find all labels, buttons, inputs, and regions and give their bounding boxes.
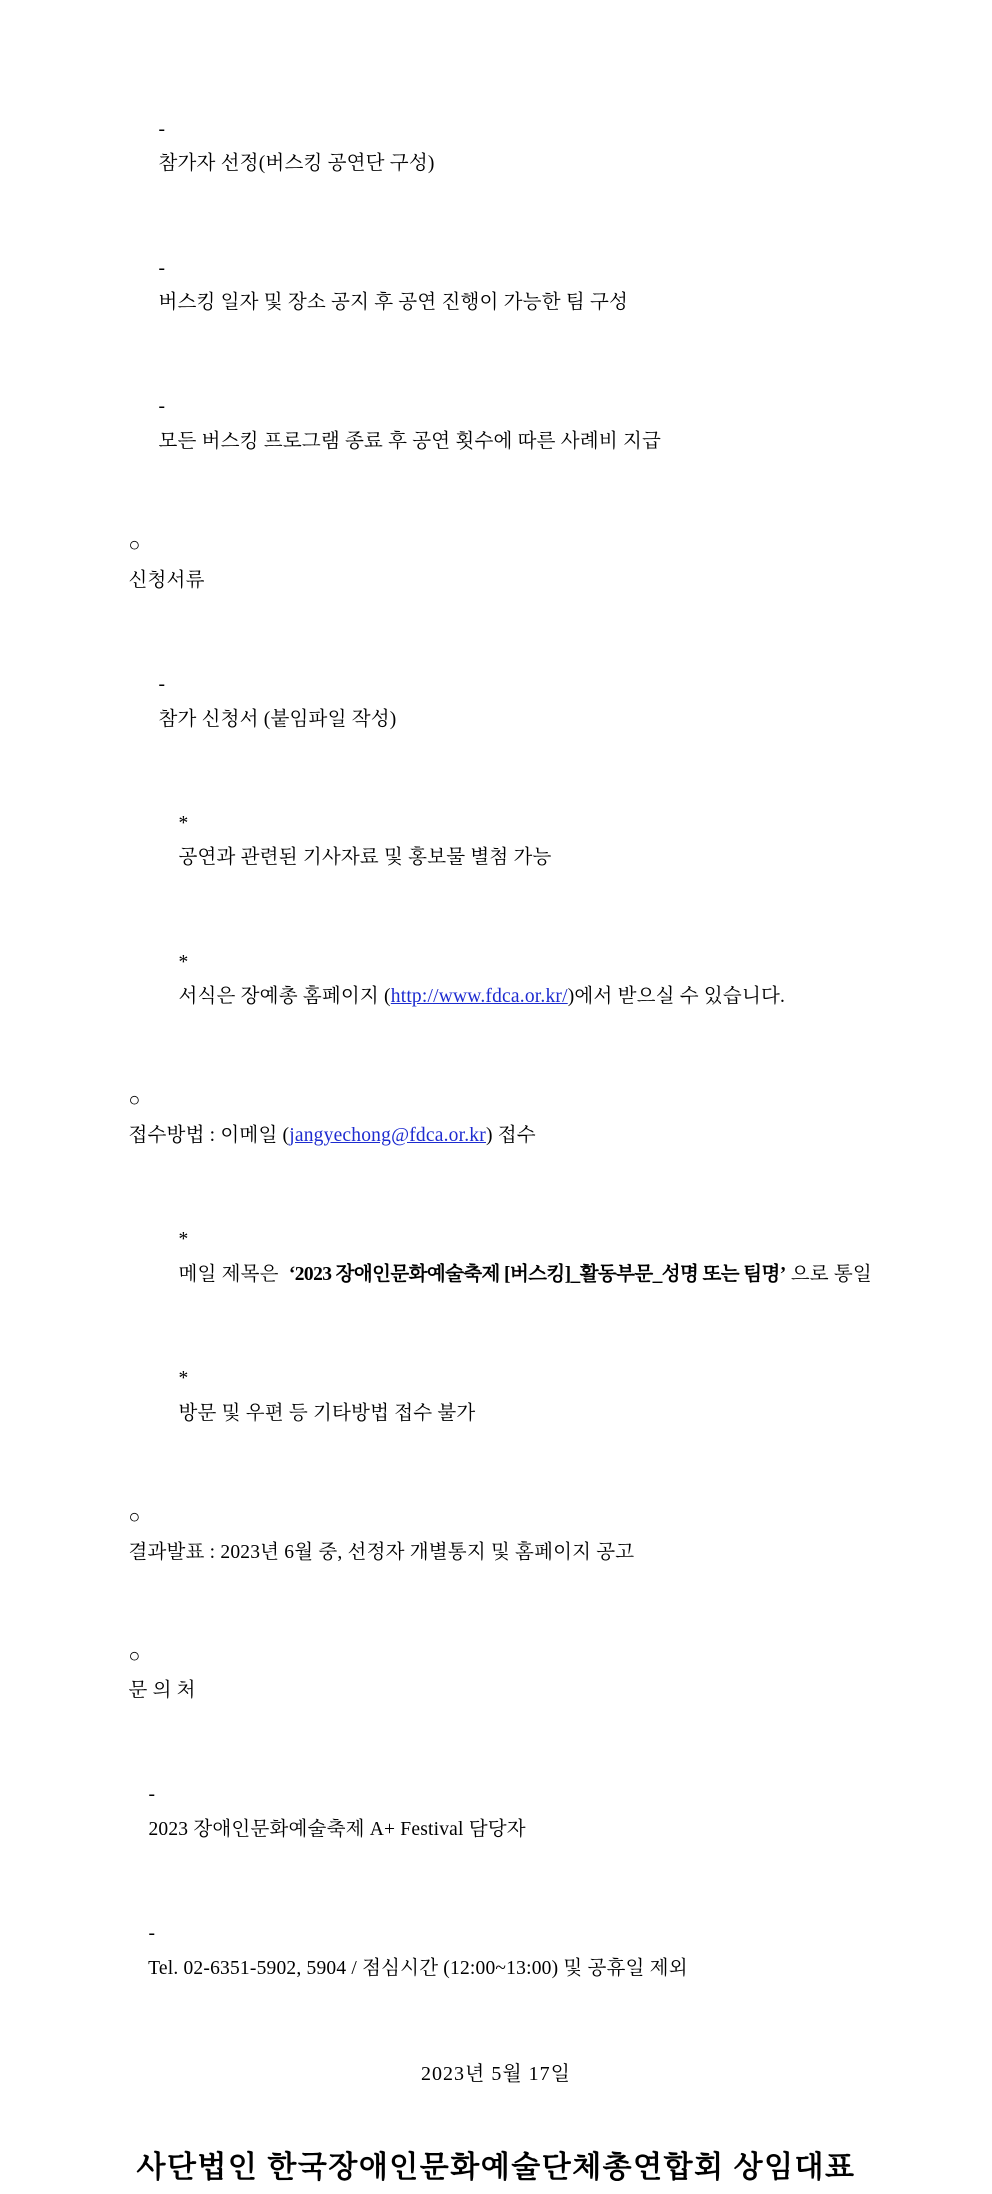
sub-list-item-homepage	[70, 911, 922, 1050]
list-item	[70, 217, 922, 356]
dash-marker: -	[148, 1784, 161, 1806]
section-heading-result	[70, 1466, 922, 1605]
sub-list-item-label: 공연과 관련된 기사자료 및 홍보물 별첨 가능	[178, 847, 552, 869]
list-item-label: 모든 버스킹 프로그램 종료 후 공연 횟수에 따른 사례비 지급	[158, 431, 662, 453]
sub-list-item-label: 방문 및 우편 등 기타방법 접수 불가	[178, 1402, 476, 1424]
list-item	[70, 78, 922, 217]
list-item	[70, 356, 922, 495]
list-item-phone	[70, 1883, 922, 2022]
dash-marker: -	[148, 1923, 161, 1945]
list-item-label: 참가 신청서 (붙임파일 작성)	[158, 708, 397, 730]
dash-marker: -	[158, 396, 171, 418]
document-body	[70, 78, 922, 2194]
mail-subject-prefix: 메일 제목은	[178, 1263, 289, 1285]
asterisk-marker: *	[178, 812, 194, 834]
section-heading-submission	[70, 1050, 922, 1189]
sub-list-item-mail-subject	[70, 1189, 922, 1328]
phone-label: Tel. 02-6351-5902, 5904 / 점심시간 (12:00~13:00) 및 공휴일 제외	[148, 1957, 688, 1979]
email-suffix-text: ) 접수	[485, 1125, 536, 1147]
email-link[interactable]: jangyechong@fdca.or.kr	[289, 1125, 486, 1147]
section-heading-label: 신청서류	[128, 569, 205, 591]
sub-list-item	[70, 772, 922, 911]
document-signature: 사단법인 한국장애인문화예술단체총연합회 상임대표	[136, 2150, 856, 2184]
homepage-prefix-text: 서식은 장예총 홈페이지 (	[178, 986, 391, 1008]
list-item-label: 2023 장애인문화예술축제 A+ Festival 담당자	[148, 1819, 526, 1841]
circle-marker: ○	[128, 535, 146, 557]
section-heading	[70, 494, 922, 633]
circle-marker: ○	[128, 1645, 146, 1667]
sub-list-item	[70, 1327, 922, 1466]
list-item-label: 참가자 선정(버스킹 공연단 구성)	[158, 153, 435, 175]
mail-subject-quoted: ‘2023 장애인문화예술축제 [버스킹]_활동부문_성명 또는 팀명’	[288, 1263, 786, 1285]
dash-marker: -	[158, 257, 171, 279]
document-date: 2023년 5월 17일	[421, 2063, 571, 2086]
mail-subject-suffix: 으로 통일	[785, 1263, 872, 1285]
section-heading-label: 결과발표 : 2023년 6월 중, 선정자 개별통지 및 홈페이지 공고	[128, 1541, 635, 1563]
circle-marker: ○	[128, 1090, 146, 1112]
homepage-link[interactable]: http://www.fdca.or.kr/	[390, 986, 568, 1008]
dash-marker: -	[158, 673, 171, 695]
dash-marker: -	[158, 118, 171, 140]
asterisk-marker: *	[178, 1229, 194, 1251]
asterisk-marker: *	[178, 951, 194, 973]
email-prefix-text: 접수방법 : 이메일 (	[128, 1125, 290, 1147]
circle-marker: ○	[128, 1506, 146, 1528]
section-heading-label: 문 의 처	[128, 1680, 196, 1702]
list-item	[70, 1744, 922, 1883]
list-item	[70, 633, 922, 772]
asterisk-marker: *	[178, 1368, 194, 1390]
homepage-suffix-text: )에서 받으실 수 있습니다.	[567, 986, 786, 1008]
list-item-label: 버스킹 일자 및 장소 공지 후 공연 진행이 가능한 팀 구성	[158, 292, 629, 314]
section-heading-contact	[70, 1605, 922, 1744]
